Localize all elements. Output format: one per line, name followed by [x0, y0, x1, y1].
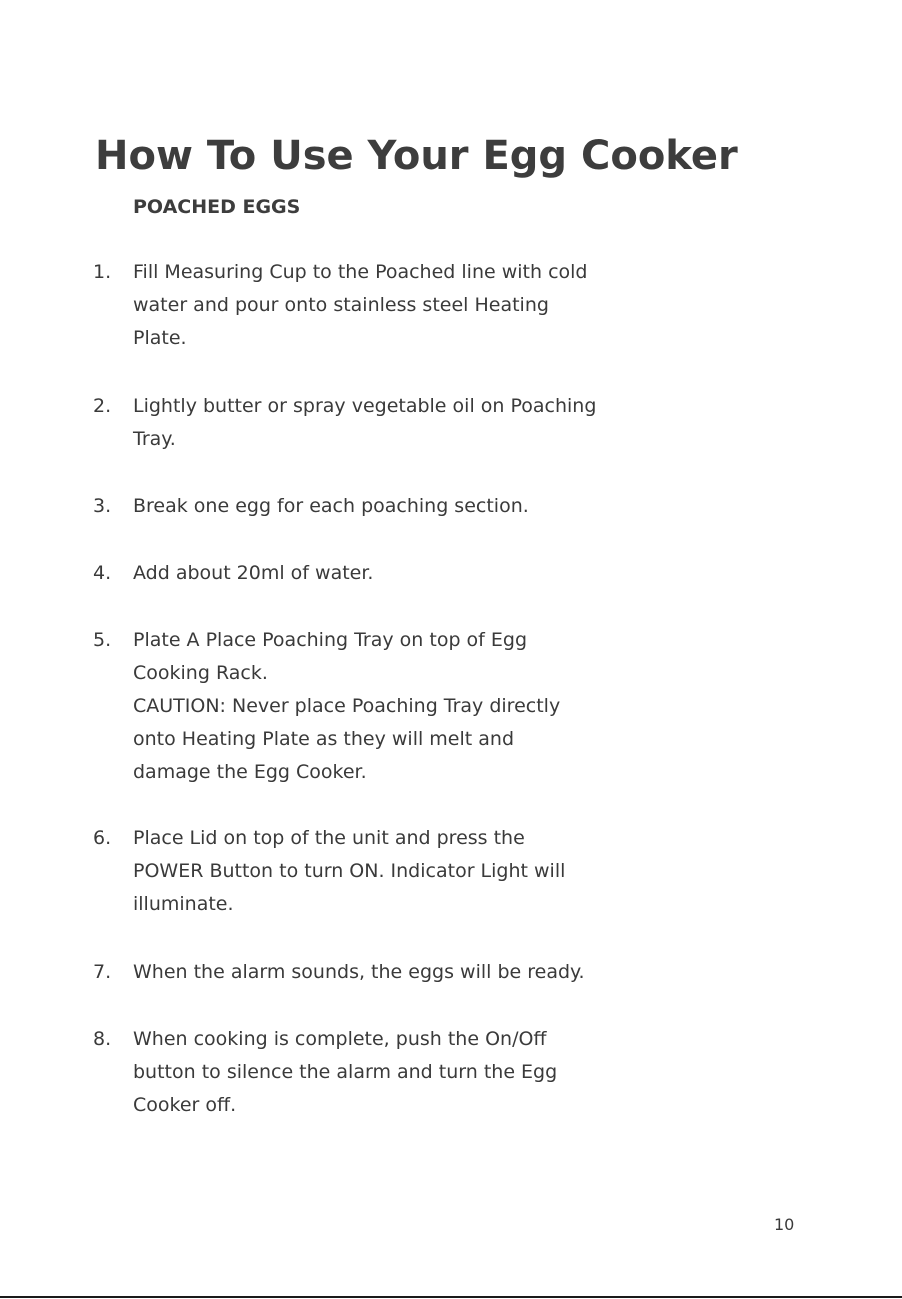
- step-number: 4.: [93, 562, 112, 584]
- step-line: illuminate.: [133, 893, 234, 915]
- step-line: Plate A Place Poaching Tray on top of Egg: [133, 629, 528, 651]
- step-text: [133, 490, 653, 523]
- page-number: 10: [774, 1215, 795, 1234]
- step-line: CAUTION: Never place Poaching Tray directly: [133, 695, 561, 717]
- page-title: How To Use Your Egg Cooker: [95, 133, 738, 179]
- section-subtitle: POACHED EGGS: [133, 196, 301, 218]
- step-line: Tray.: [133, 428, 176, 450]
- bottom-divider: [0, 1296, 902, 1298]
- step-text: [133, 1023, 653, 1122]
- step-line: button to silence the alarm and turn the Egg: [133, 1061, 558, 1083]
- step-text: [133, 390, 653, 456]
- step-line: Add about 20ml of water.: [133, 562, 374, 584]
- step-text: [133, 956, 653, 989]
- step-line: Lightly butter or spray vegetable oil on Poaching: [133, 395, 597, 417]
- step-number: 6.: [93, 827, 112, 849]
- step-line: Fill Measuring Cup to the Poached line with cold: [133, 261, 588, 283]
- step-line: When the alarm sounds, the eggs will be ready.: [133, 961, 585, 983]
- step-number: 2.: [93, 395, 112, 417]
- step-line: When cooking is complete, push the On/Off: [133, 1028, 547, 1050]
- step-number: 5.: [93, 629, 112, 651]
- step-line: onto Heating Plate as they will melt and: [133, 728, 515, 750]
- step-line: water and pour onto stainless steel Heating: [133, 294, 549, 316]
- step-text: [133, 624, 653, 789]
- step-line: Place Lid on top of the unit and press the: [133, 827, 525, 849]
- step-text: [133, 822, 653, 921]
- step-number: 8.: [93, 1028, 112, 1050]
- step-number: 3.: [93, 495, 112, 517]
- step-text: [133, 557, 653, 590]
- step-text: [133, 256, 653, 355]
- step-line: Cooking Rack.: [133, 662, 268, 684]
- step-number: 1.: [93, 261, 112, 283]
- step-line: damage the Egg Cooker.: [133, 761, 367, 783]
- step-line: Plate.: [133, 327, 187, 349]
- step-number: 7.: [93, 961, 112, 983]
- step-line: POWER Button to turn ON. Indicator Light will: [133, 860, 566, 882]
- step-line: Cooker off.: [133, 1094, 237, 1116]
- step-line: Break one egg for each poaching section.: [133, 495, 529, 517]
